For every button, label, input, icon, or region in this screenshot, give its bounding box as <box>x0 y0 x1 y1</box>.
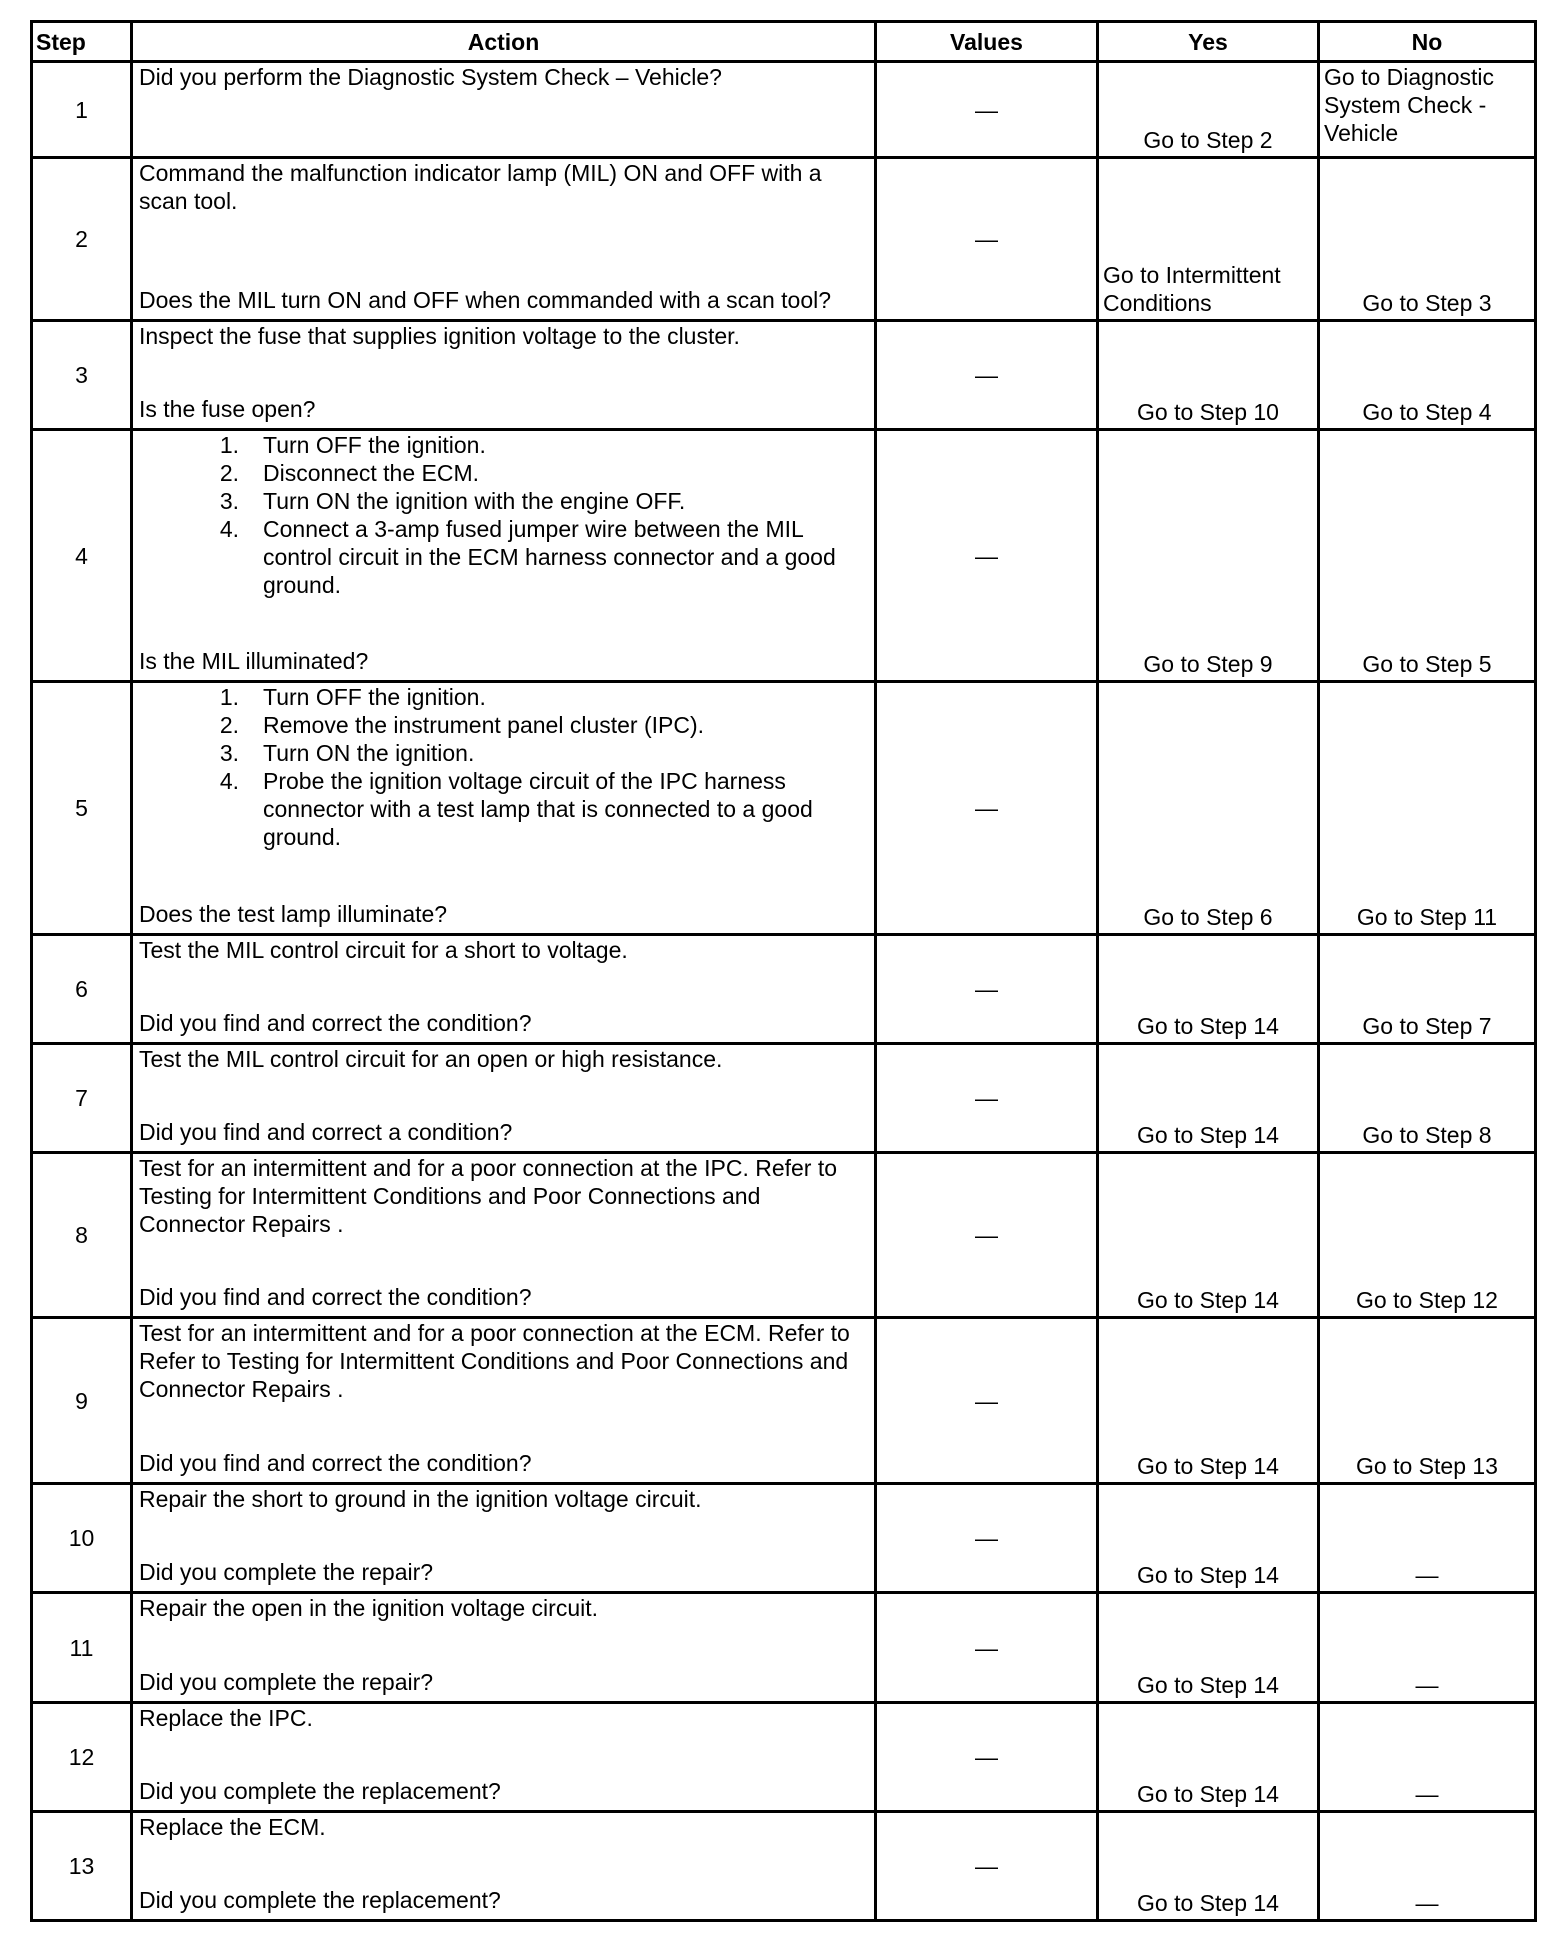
yes-result: Go to Step 6 <box>1098 682 1319 935</box>
step-number: 4 <box>32 430 132 682</box>
table-body <box>32 62 1536 1921</box>
diagnostic-table <box>30 20 1537 1922</box>
substep-number: 3. <box>219 740 239 766</box>
yes-result: Go to Step 10 <box>1098 321 1319 430</box>
action-content <box>139 63 868 151</box>
action-content <box>139 431 868 675</box>
header-action: Action <box>132 22 876 62</box>
step-number: 9 <box>32 1318 132 1484</box>
action-question: Did you complete the repair? <box>139 1559 434 1585</box>
substep-text: Turn ON the ignition with the engine OFF. <box>263 488 686 514</box>
action-question: Is the MIL illuminated? <box>139 648 369 674</box>
action-instruction: Test the MIL control circuit for an open or high resistance. <box>139 1046 723 1072</box>
action-cell <box>132 1153 876 1318</box>
yes-result: Go to Step 2 <box>1098 62 1319 158</box>
action-question: Did you find and correct the condition? <box>139 1284 532 1310</box>
table-row <box>32 1812 1536 1921</box>
action-cell <box>132 62 876 158</box>
substep-item <box>139 487 868 515</box>
substep-text: Remove the instrument panel cluster (IPC). <box>263 712 705 738</box>
yes-result: Go to Step 14 <box>1098 1703 1319 1812</box>
no-result: Go to Step 5 <box>1319 430 1536 682</box>
table-row <box>32 1318 1536 1484</box>
values-cell: — <box>876 1703 1098 1812</box>
no-result: Go to Step 13 <box>1319 1318 1536 1484</box>
action-question: Did you complete the replacement? <box>139 1778 501 1804</box>
substep-number: 2. <box>219 712 239 738</box>
action-cell <box>132 1703 876 1812</box>
action-instruction: Repair the open in the ignition voltage circuit. <box>139 1595 599 1621</box>
substep-text: Connect a 3-amp fused jumper wire between the MIL control circuit in the ECM harness connector and a good ground. <box>263 516 836 598</box>
substep-number: 2. <box>219 460 239 486</box>
substep-text: Probe the ignition voltage circuit of the IPC harness connector with a test lamp that is connected to a good ground. <box>263 768 813 850</box>
action-instruction: Replace the IPC. <box>139 1705 313 1731</box>
values-cell: — <box>876 682 1098 935</box>
step-number: 12 <box>32 1703 132 1812</box>
action-cell <box>132 321 876 430</box>
step-number: 5 <box>32 682 132 935</box>
action-content <box>139 1594 868 1696</box>
action-instruction: Command the malfunction indicator lamp (MIL) ON and OFF with a scan tool. <box>139 160 822 214</box>
action-cell <box>132 1044 876 1153</box>
action-instruction: Inspect the fuse that supplies ignition voltage to the cluster. <box>139 323 740 349</box>
values-cell: — <box>876 1044 1098 1153</box>
step-number: 3 <box>32 321 132 430</box>
action-content <box>139 1813 868 1914</box>
yes-result: Go to Step 14 <box>1098 1044 1319 1153</box>
step-number: 1 <box>32 62 132 158</box>
action-content <box>139 1319 868 1477</box>
table-row <box>32 1484 1536 1593</box>
substep-item <box>139 431 868 459</box>
action-question: Does the test lamp illuminate? <box>139 901 448 927</box>
action-instruction: Test for an intermittent and for a poor connection at the IPC. Refer to Testing for Intermittent Conditions and Poor Connections and Connector Repairs . <box>139 1155 838 1237</box>
substep-item <box>139 767 868 851</box>
yes-result: Go to Step 14 <box>1098 1812 1319 1921</box>
yes-result: Go to Step 14 <box>1098 1484 1319 1593</box>
values-cell: — <box>876 1484 1098 1593</box>
action-question: Did you complete the repair? <box>139 1669 434 1695</box>
no-result: — <box>1319 1484 1536 1593</box>
substep-number: 1. <box>219 684 239 710</box>
yes-result: Go to Step 14 <box>1098 1318 1319 1484</box>
action-cell <box>132 1812 876 1921</box>
action-content <box>139 1154 868 1311</box>
action-question: Did you complete the replacement? <box>139 1887 501 1913</box>
action-question: Did you find and correct the condition? <box>139 1010 532 1036</box>
action-instruction: Did you perform the Diagnostic System Check – Vehicle? <box>139 64 722 90</box>
substep-text: Disconnect the ECM. <box>263 460 480 486</box>
action-question: Did you find and correct a condition? <box>139 1119 513 1145</box>
no-result: Go to Step 11 <box>1319 682 1536 935</box>
yes-result: Go to Step 9 <box>1098 430 1319 682</box>
substep-list <box>139 431 868 599</box>
yes-result: Go to Intermittent Conditions <box>1098 158 1319 321</box>
header-values: Values <box>876 22 1098 62</box>
substep-number: 4. <box>219 516 239 542</box>
substep-item <box>139 683 868 711</box>
no-result: Go to Step 8 <box>1319 1044 1536 1153</box>
table-row <box>32 682 1536 935</box>
substep-list <box>139 683 868 851</box>
no-result: Go to Step 7 <box>1319 935 1536 1044</box>
yes-result: Go to Step 14 <box>1098 1593 1319 1703</box>
action-cell <box>132 158 876 321</box>
values-cell: — <box>876 1153 1098 1318</box>
no-result: Go to Diagnostic System Check - Vehicle <box>1319 62 1536 158</box>
action-question: Did you find and correct the condition? <box>139 1450 532 1476</box>
values-cell: — <box>876 1318 1098 1484</box>
step-number: 10 <box>32 1484 132 1593</box>
action-cell <box>132 935 876 1044</box>
values-cell: — <box>876 62 1098 158</box>
table-row <box>32 158 1536 321</box>
table-row <box>32 62 1536 158</box>
values-cell: — <box>876 430 1098 682</box>
yes-result: Go to Step 14 <box>1098 935 1319 1044</box>
substep-item <box>139 459 868 487</box>
table-row <box>32 935 1536 1044</box>
action-content <box>139 1704 868 1805</box>
no-result: Go to Step 12 <box>1319 1153 1536 1318</box>
step-number: 13 <box>32 1812 132 1921</box>
table-row <box>32 430 1536 682</box>
action-cell <box>132 1318 876 1484</box>
substep-item <box>139 711 868 739</box>
action-content <box>139 683 868 928</box>
yes-result: Go to Step 14 <box>1098 1153 1319 1318</box>
action-instruction: Test the MIL control circuit for a short to voltage. <box>139 937 628 963</box>
action-content <box>139 159 868 314</box>
action-instruction <box>139 683 868 851</box>
action-content <box>139 1045 868 1146</box>
header-no: No <box>1319 22 1536 62</box>
step-number: 2 <box>32 158 132 321</box>
values-cell: — <box>876 1593 1098 1703</box>
table-row <box>32 1153 1536 1318</box>
values-cell: — <box>876 158 1098 321</box>
action-content <box>139 936 868 1037</box>
no-result: — <box>1319 1812 1536 1921</box>
table-row <box>32 321 1536 430</box>
action-cell <box>132 1484 876 1593</box>
action-cell <box>132 430 876 682</box>
no-result: — <box>1319 1703 1536 1812</box>
substep-number: 1. <box>219 432 239 458</box>
action-content <box>139 322 868 423</box>
action-instruction: Replace the ECM. <box>139 1814 326 1840</box>
step-number: 7 <box>32 1044 132 1153</box>
step-number: 11 <box>32 1593 132 1703</box>
values-cell: — <box>876 1812 1098 1921</box>
table-row <box>32 1593 1536 1703</box>
action-content <box>139 1485 868 1586</box>
action-question: Is the fuse open? <box>139 396 316 422</box>
substep-item <box>139 515 868 599</box>
no-result: Go to Step 4 <box>1319 321 1536 430</box>
table-row <box>32 1044 1536 1153</box>
action-instruction: Repair the short to ground in the ignition voltage circuit. <box>139 1486 702 1512</box>
action-instruction: Test for an intermittent and for a poor connection at the ECM. Refer to Refer to Testing for Intermittent Conditions and Poor Connections and Connector Repairs . <box>139 1320 850 1402</box>
action-instruction <box>139 431 868 599</box>
substep-item <box>139 739 868 767</box>
substep-text: Turn OFF the ignition. <box>263 432 486 458</box>
header-step: Step <box>32 22 132 62</box>
header-row <box>32 22 1536 62</box>
step-number: 8 <box>32 1153 132 1318</box>
substep-text: Turn OFF the ignition. <box>263 684 486 710</box>
action-question: Does the MIL turn ON and OFF when commanded with a scan tool? <box>139 287 832 313</box>
action-cell <box>132 682 876 935</box>
step-number: 6 <box>32 935 132 1044</box>
action-cell <box>132 1593 876 1703</box>
substep-text: Turn ON the ignition. <box>263 740 475 766</box>
table-row <box>32 1703 1536 1812</box>
substep-number: 3. <box>219 488 239 514</box>
no-result: — <box>1319 1593 1536 1703</box>
header-yes: Yes <box>1098 22 1319 62</box>
substep-number: 4. <box>219 768 239 794</box>
no-result: Go to Step 3 <box>1319 158 1536 321</box>
values-cell: — <box>876 321 1098 430</box>
values-cell: — <box>876 935 1098 1044</box>
